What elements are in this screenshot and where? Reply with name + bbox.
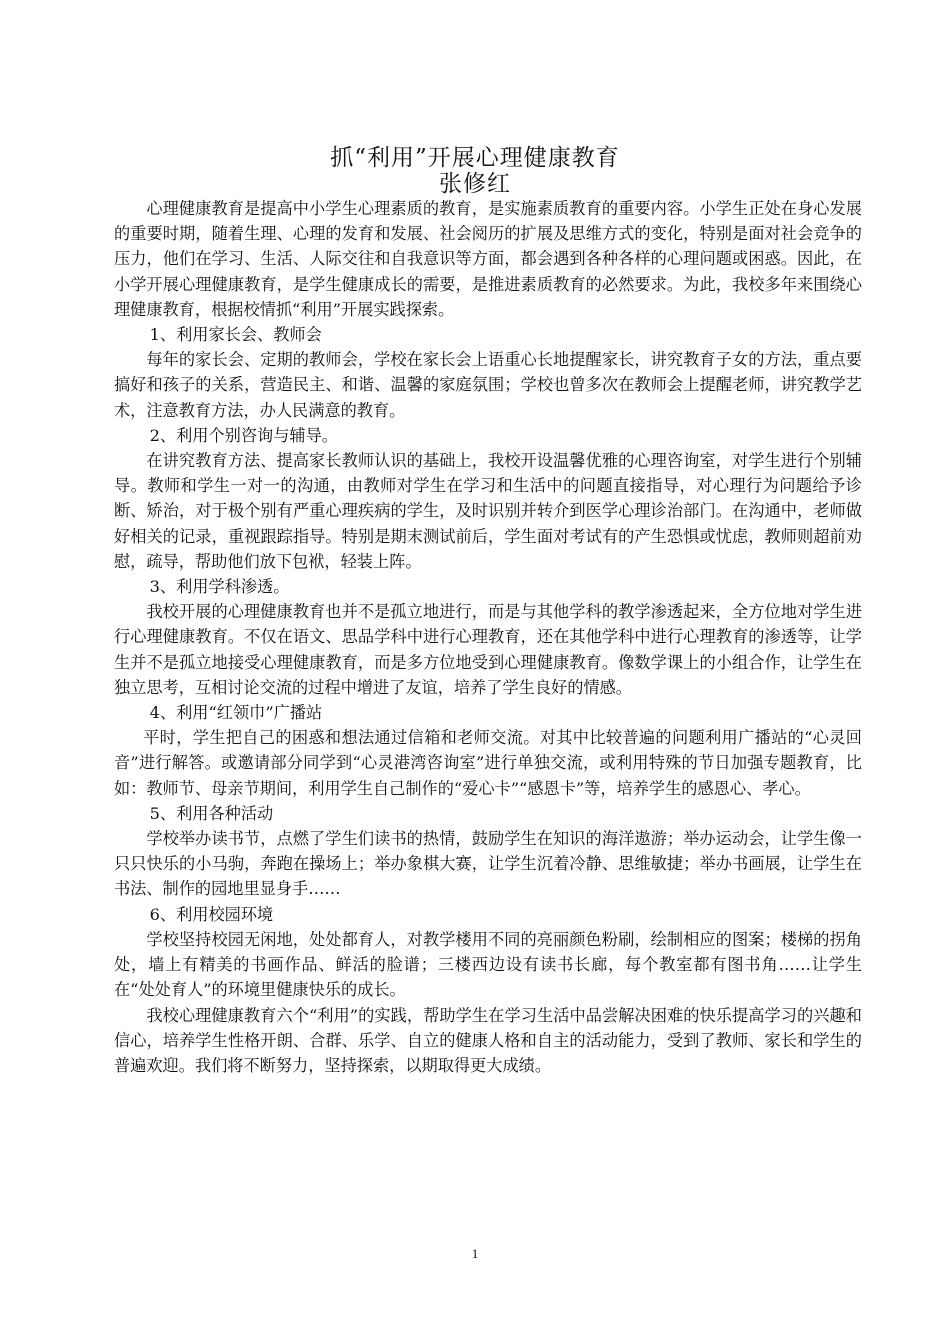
section-paragraph-3: 我校开展的心理健康教育也并不是孤立地进行，而是与其他学科的教学渗透起来，全方位地对学生进行心理健康教育。不仅在语文、思品学科中进行心理教育，还在其他学科中进行心理教育的渗透等，让学生并不是孤立地接受心理健康教育，而是多方位地受到心理健康教育。像数学课上的小组合作，让学生在独立思考，互相讨论交流的过程中增进了友谊，培养了学生良好的情感。 (114, 602, 862, 697)
document-author: 张修红 (439, 171, 511, 197)
section-paragraph-4: 平时，学生把自己的困惑和想法通过信箱和老师交流。对其中比较普遍的问题利用广播站的“心灵回音”进行解答。或邀请部分同学到“心灵港湾咨询室”进行单独交流，或利用特殊的节日加强专题教育，比如：教师节、母亲节期间，利用学生自己制作的“爱心卡”“感恩卡”等，培养学生的感恩心、孝心。 (114, 728, 862, 798)
section-heading-4: 4、利用“红领巾”广播站 (149, 703, 323, 723)
conclusion-paragraph: 我校心理健康教育六个“利用”的实践，帮助学生在学习生活中品尝解决困难的快乐提高学习的兴趣和信心，培养学生性格开朗、合群、乐学、自立的健康人格和自主的活动能力，受到了教师、家长和学生的普遍欢迎。我们将不断努力，坚持探索，以期取得更大成绩。 (114, 1005, 862, 1075)
document-body (114, 196, 862, 1078)
section-heading-3: 3、利用学科渗透。 (149, 577, 290, 597)
section-paragraph-1: 每年的家长会、定期的教师会，学校在家长会上语重心长地提醒家长，讲究教育子女的方法，重点要搞好和孩子的关系，营造民主、和谐、温馨的家庭氛围；学校也曾多次在教师会上提醒老师，讲究教学艺术，注意教育方法，办人民满意的教育。 (114, 350, 862, 420)
section-paragraph-2: 在讲究教育方法、提高家长教师认识的基础上，我校开设温馨优雅的心理咨询室，对学生进行个别辅导。教师和学生一对一的沟通，由教师对学生在学习和生活中的问题直接指导，对心理行为问题给予诊断、矫治，对于极个别有严重心理疾病的学生，及时识别并转介到医学心理诊治部门。在沟通中，老师做好相关的记录，重视跟踪指导。特别是期末测试前后，学生面对考试有的产生恐惧或忧虑，教师则超前劝慰，疏导，帮助他们放下包袱，轻装上阵。 (114, 451, 862, 571)
section-heading-6: 6、利用校园环境 (149, 904, 274, 924)
section-heading-2: 2、利用个别咨询与辅导。 (149, 425, 338, 445)
document-title: 抓“利用”开展心理健康教育 (330, 145, 620, 171)
intro-paragraph: 心理健康教育是提高中小学生心理素质的教育，是实施素质教育的重要内容。小学生正处在身心发展的重要时期，随着生理、心理的发育和发展、社会阅历的扩展及思维方式的变化，特别是面对社会竞争的压力，他们在学习、生活、人际交往和自我意识等方面，都会遇到各种各样的心理问题或困惑。因此，在小学开展心理健康教育，是学生健康成长的需要，是推进素质教育的必然要求。为此，我校多年来围绕心理健康教育，根据校情抓“利用”开展实践探索。 (114, 199, 862, 319)
page-number: 1 (471, 1246, 479, 1261)
section-heading-1: 1、利用家长会、教师会 (149, 325, 322, 345)
section-paragraph-6: 学校坚持校园无闲地，处处都育人，对教学楼用不同的亮丽颜色粉刷，绘制相应的图案；楼梯的拐角处，墙上有精美的书画作品、鲜活的脸谱；三楼西边设有读书长廊，每个教室都有图书角……让学生在“处处育人”的环境里健康快乐的成长。 (114, 929, 862, 1000)
section-heading-5: 5、利用各种活动 (149, 803, 274, 823)
section-paragraph-5: 学校举办读书节，点燃了学生们读书的热情，鼓励学生在知识的海洋遨游；举办运动会，让学生像一只只快乐的小马驹，奔跑在操场上；举办象棋大赛，让学生沉着冷静、思维敏捷；举办书画展，让学生在书法、制作的园地里显身手…… (114, 829, 862, 899)
